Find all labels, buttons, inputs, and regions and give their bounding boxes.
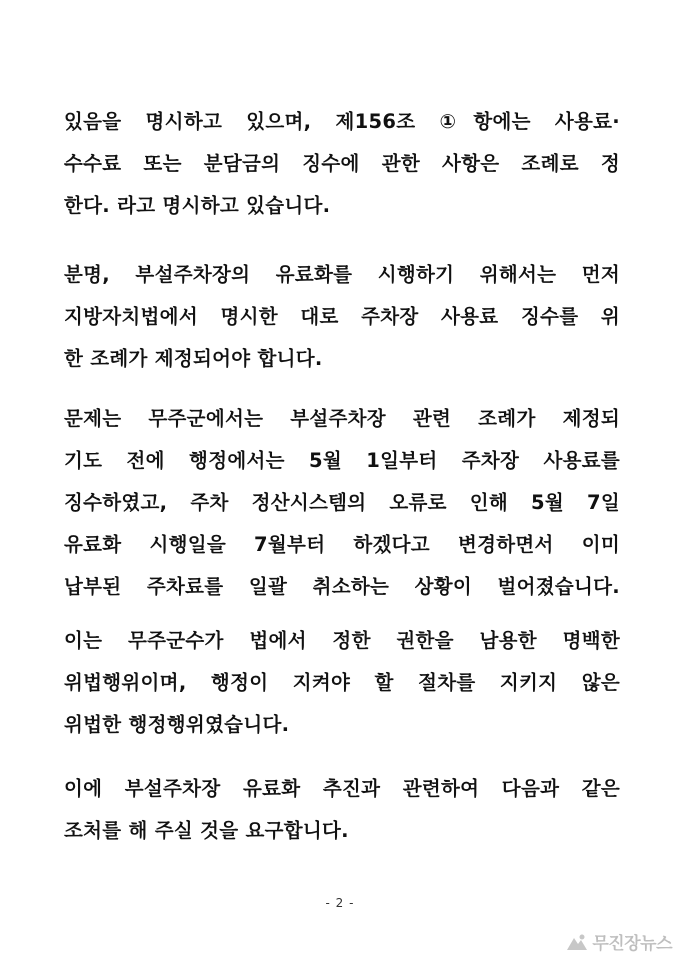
paragraph-3: [64, 398, 620, 608]
paragraph-4: [64, 620, 620, 746]
text-line: 수수료 또는 분담금의 징수에 관한 사항은 조례로 정: [64, 152, 620, 175]
text-line: 유료화 시행일을 7월부터 하겠다고 변경하면서 이미: [64, 533, 620, 556]
text-line: 문제는 무주군에서는 부설주차장 관련 조례가 제정되: [64, 407, 620, 430]
text-line: 있음을 명시하고 있으며, 제156조 ①항에는 사용료·: [64, 110, 620, 133]
mountain-logo-icon: [566, 933, 588, 951]
text-line: 징수하였고, 주차 정산시스템의 오류로 인해 5월 7일: [64, 491, 620, 514]
text-line: 한다. 라고 명시하고 있습니다.: [64, 194, 331, 217]
text-line: 조처를 해 주실 것을 요구합니다.: [64, 819, 349, 842]
paragraph-2: [64, 254, 620, 380]
text-line: 위법한 행정행위였습니다.: [64, 713, 290, 736]
watermark-text: 무진장뉴스: [592, 934, 672, 954]
text-line: 분명, 부설주차장의 유료화를 시행하기 위해서는 먼저: [64, 263, 620, 286]
text-line: 기도 전에 행정에서는 5월 1일부터 주차장 사용료를: [64, 449, 620, 472]
watermark: [566, 929, 672, 954]
text-line: 이는 무주군수가 법에서 정한 권한을 남용한 명백한: [64, 629, 620, 652]
text-line: 위법행위이며, 행정이 지켜야 할 절차를 지키지 않은: [64, 671, 620, 694]
paragraph-5: [64, 768, 620, 852]
text-line: 한 조례가 제정되어야 합니다.: [64, 347, 323, 370]
text-line: 이에 부설주차장 유료화 추진과 관련하여 다음과 같은: [64, 777, 620, 800]
text-line: 지방자치법에서 명시한 대로 주차장 사용료 징수를 위: [64, 305, 620, 328]
page-number: - 2 -: [325, 896, 355, 910]
paragraph-1: [64, 101, 620, 227]
text-line: 납부된 주차료를 일괄 취소하는 상황이 벌어졌습니다.: [64, 575, 620, 598]
